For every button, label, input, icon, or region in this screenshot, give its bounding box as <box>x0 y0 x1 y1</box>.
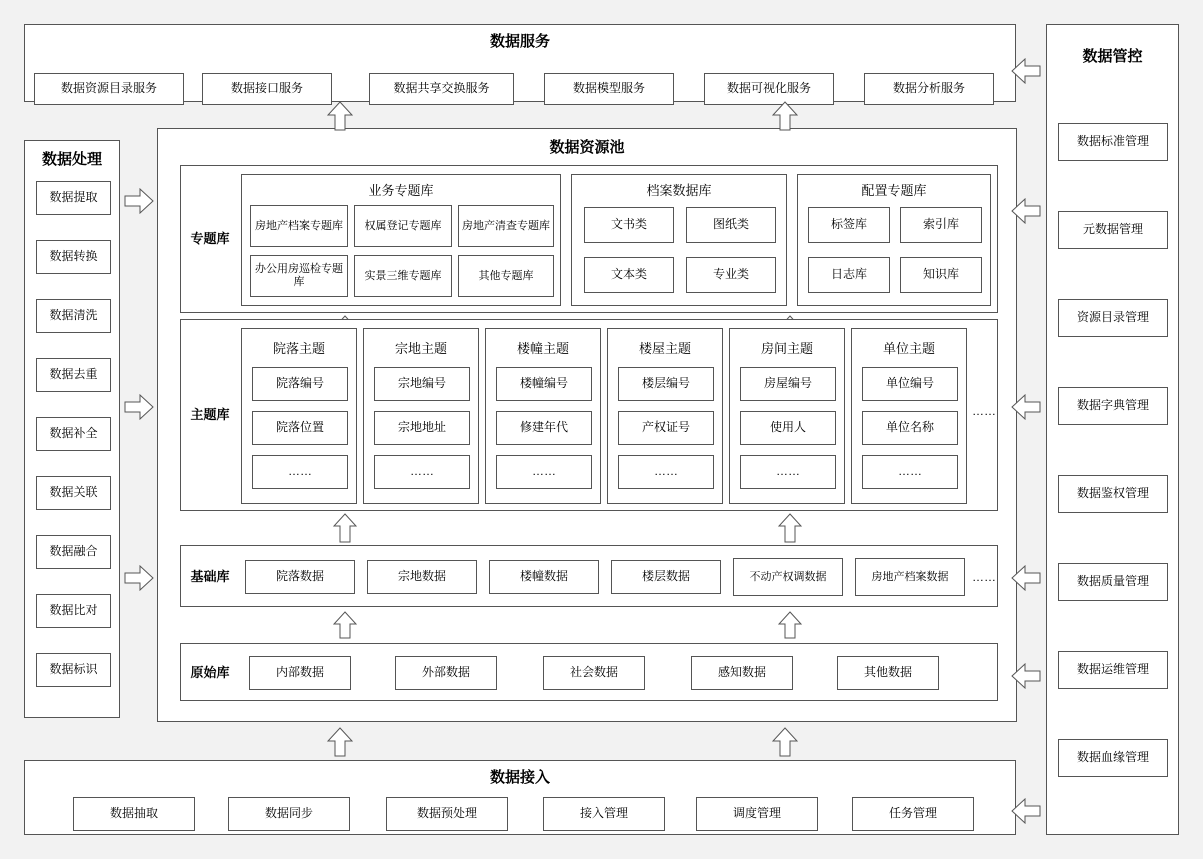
arrow-processing-to-pool-2 <box>124 394 154 420</box>
arrow-governance-to-topic <box>1011 198 1041 224</box>
topic-group-config-title: 配置专题库 <box>861 182 927 198</box>
theme-col-2-item-2[interactable]: …… <box>496 455 592 489</box>
governance-item-6[interactable]: 数据运维管理 <box>1058 651 1168 689</box>
governance-item-0[interactable]: 数据标准管理 <box>1058 123 1168 161</box>
base-lib-item-4[interactable]: 不动产权调数据 <box>733 558 843 596</box>
theme-col-0 <box>241 328 357 504</box>
raw-lib-row <box>180 643 998 701</box>
theme-col-1-item-2[interactable]: …… <box>374 455 470 489</box>
topic-business-item-1[interactable]: 权属登记专题库 <box>354 205 452 247</box>
ingest-item-5[interactable]: 任务管理 <box>852 797 974 831</box>
topic-business-item-5[interactable]: 其他专题库 <box>458 255 554 297</box>
processing-item-6[interactable]: 数据融合 <box>36 535 111 569</box>
service-item-5[interactable]: 数据分析服务 <box>864 73 994 105</box>
arrow-governance-to-theme <box>1011 394 1041 420</box>
theme-col-0-item-0[interactable]: 院落编号 <box>252 367 348 401</box>
processing-item-7[interactable]: 数据比对 <box>36 594 111 628</box>
data-service-title: 数据服务 <box>489 33 550 51</box>
arrow-governance-to-base <box>1011 565 1041 591</box>
topic-config-item-1[interactable]: 索引库 <box>900 207 982 243</box>
section-data-ingest <box>24 760 1016 835</box>
processing-item-4[interactable]: 数据补全 <box>36 417 111 451</box>
raw-lib-item-2[interactable]: 社会数据 <box>543 656 645 690</box>
theme-col-4 <box>729 328 845 504</box>
topic-group-business <box>241 174 561 306</box>
arrow-governance-to-ingest <box>1011 798 1041 824</box>
base-lib-item-2[interactable]: 楼幢数据 <box>489 560 599 594</box>
topic-archive-item-1[interactable]: 图纸类 <box>686 207 776 243</box>
topic-group-archive <box>571 174 787 306</box>
base-lib-item-0[interactable]: 院落数据 <box>245 560 355 594</box>
theme-col-1 <box>363 328 479 504</box>
service-item-3[interactable]: 数据模型服务 <box>544 73 674 105</box>
governance-item-1[interactable]: 元数据管理 <box>1058 211 1168 249</box>
theme-col-2 <box>485 328 601 504</box>
base-lib-label: 基础库 <box>190 568 230 584</box>
ingest-item-0[interactable]: 数据抽取 <box>73 797 195 831</box>
arrow-base-to-theme-right <box>778 513 802 543</box>
theme-col-4-item-0[interactable]: 房屋编号 <box>740 367 836 401</box>
theme-col-3-item-0[interactable]: 楼层编号 <box>618 367 714 401</box>
theme-col-4-item-2[interactable]: …… <box>740 455 836 489</box>
topic-group-config <box>797 174 991 306</box>
topic-pool-row <box>180 165 998 313</box>
topic-config-item-3[interactable]: 知识库 <box>900 257 982 293</box>
theme-lib-row <box>180 319 998 511</box>
topic-pool-label: 专题库 <box>190 230 230 246</box>
base-lib-row <box>180 545 998 607</box>
ingest-title: 数据接入 <box>489 769 550 787</box>
service-item-1[interactable]: 数据接口服务 <box>202 73 332 105</box>
arrow-governance-to-raw <box>1011 663 1041 689</box>
topic-business-item-4[interactable]: 实景三维专题库 <box>354 255 452 297</box>
processing-item-1[interactable]: 数据转换 <box>36 240 111 274</box>
theme-lib-label: 主题库 <box>190 406 230 422</box>
governance-item-5[interactable]: 数据质量管理 <box>1058 563 1168 601</box>
section-data-processing <box>24 140 120 718</box>
topic-group-archive-title: 档案数据库 <box>646 182 712 198</box>
topic-archive-item-2[interactable]: 文本类 <box>584 257 674 293</box>
theme-col-2-item-0[interactable]: 楼幢编号 <box>496 367 592 401</box>
theme-col-0-item-1[interactable]: 院落位置 <box>252 411 348 445</box>
arrow-processing-to-pool-3 <box>124 565 154 591</box>
service-item-0[interactable]: 数据资源目录服务 <box>34 73 184 105</box>
arrow-governance-to-service <box>1011 58 1041 84</box>
section-data-governance <box>1046 24 1179 835</box>
processing-title: 数据处理 <box>41 151 102 169</box>
topic-business-item-0[interactable]: 房地产档案专题库 <box>250 205 348 247</box>
arrow-ingest-to-pool-right <box>772 727 798 757</box>
processing-item-3[interactable]: 数据去重 <box>36 358 111 392</box>
governance-item-4[interactable]: 数据鉴权管理 <box>1058 475 1168 513</box>
theme-col-5-item-0[interactable]: 单位编号 <box>862 367 958 401</box>
theme-col-1-item-0[interactable]: 宗地编号 <box>374 367 470 401</box>
processing-item-2[interactable]: 数据清洗 <box>36 299 111 333</box>
topic-config-item-0[interactable]: 标签库 <box>808 207 890 243</box>
ingest-item-4[interactable]: 调度管理 <box>696 797 818 831</box>
arrow-pool-to-service-right <box>772 101 798 131</box>
arrow-ingest-to-pool-left <box>327 727 353 757</box>
service-item-2[interactable]: 数据共享交换服务 <box>369 73 514 105</box>
theme-col-3-title: 楼屋主题 <box>638 340 691 356</box>
theme-col-2-item-1[interactable]: 修建年代 <box>496 411 592 445</box>
theme-lib-ellipsis: …… <box>972 404 996 418</box>
theme-col-5-item-1[interactable]: 单位名称 <box>862 411 958 445</box>
raw-lib-item-4[interactable]: 其他数据 <box>837 656 939 690</box>
governance-title: 数据管控 <box>1082 48 1143 66</box>
resource-pool-title: 数据资源池 <box>549 139 625 157</box>
ingest-item-2[interactable]: 数据预处理 <box>386 797 508 831</box>
theme-col-3 <box>607 328 723 504</box>
theme-col-2-title: 楼幢主题 <box>516 340 569 356</box>
theme-col-0-item-2[interactable]: …… <box>252 455 348 489</box>
theme-col-5-title: 单位主题 <box>882 340 935 356</box>
base-lib-item-3[interactable]: 楼层数据 <box>611 560 721 594</box>
topic-config-item-2[interactable]: 日志库 <box>808 257 890 293</box>
processing-item-5[interactable]: 数据关联 <box>36 476 111 510</box>
arrow-processing-to-pool-1 <box>124 188 154 214</box>
topic-group-business-title: 业务专题库 <box>368 182 434 198</box>
arrow-raw-to-base-right <box>778 611 802 639</box>
topic-archive-item-3[interactable]: 专业类 <box>686 257 776 293</box>
topic-archive-item-0[interactable]: 文书类 <box>584 207 674 243</box>
theme-col-4-title: 房间主题 <box>760 340 813 356</box>
raw-lib-label: 原始库 <box>190 664 230 680</box>
theme-col-4-item-1[interactable]: 使用人 <box>740 411 836 445</box>
theme-col-0-title: 院落主题 <box>272 340 325 356</box>
ingest-item-1[interactable]: 数据同步 <box>228 797 350 831</box>
governance-item-7[interactable]: 数据血缘管理 <box>1058 739 1168 777</box>
theme-col-3-item-1[interactable]: 产权证号 <box>618 411 714 445</box>
theme-col-5-item-2[interactable]: …… <box>862 455 958 489</box>
theme-col-1-item-1[interactable]: 宗地地址 <box>374 411 470 445</box>
service-item-4[interactable]: 数据可视化服务 <box>704 73 834 105</box>
processing-item-0[interactable]: 数据提取 <box>36 181 111 215</box>
base-lib-ellipsis: …… <box>972 570 996 584</box>
theme-col-3-item-2[interactable]: …… <box>618 455 714 489</box>
raw-lib-item-3[interactable]: 感知数据 <box>691 656 793 690</box>
governance-item-2[interactable]: 资源目录管理 <box>1058 299 1168 337</box>
base-lib-item-5[interactable]: 房地产档案数据 <box>855 558 965 596</box>
raw-lib-item-0[interactable]: 内部数据 <box>249 656 351 690</box>
section-data-service <box>24 24 1016 102</box>
topic-business-item-3[interactable]: 办公用房巡检专题库 <box>250 255 348 297</box>
theme-col-5 <box>851 328 967 504</box>
processing-item-8[interactable]: 数据标识 <box>36 653 111 687</box>
section-data-resource-pool <box>157 128 1017 722</box>
ingest-item-3[interactable]: 接入管理 <box>543 797 665 831</box>
arrow-pool-to-service-left <box>327 101 353 131</box>
raw-lib-item-1[interactable]: 外部数据 <box>395 656 497 690</box>
topic-business-item-2[interactable]: 房地产清查专题库 <box>458 205 554 247</box>
base-lib-item-1[interactable]: 宗地数据 <box>367 560 477 594</box>
arrow-raw-to-base-left <box>333 611 357 639</box>
governance-item-3[interactable]: 数据字典管理 <box>1058 387 1168 425</box>
theme-col-1-title: 宗地主题 <box>394 340 447 356</box>
arrow-base-to-theme-left <box>333 513 357 543</box>
